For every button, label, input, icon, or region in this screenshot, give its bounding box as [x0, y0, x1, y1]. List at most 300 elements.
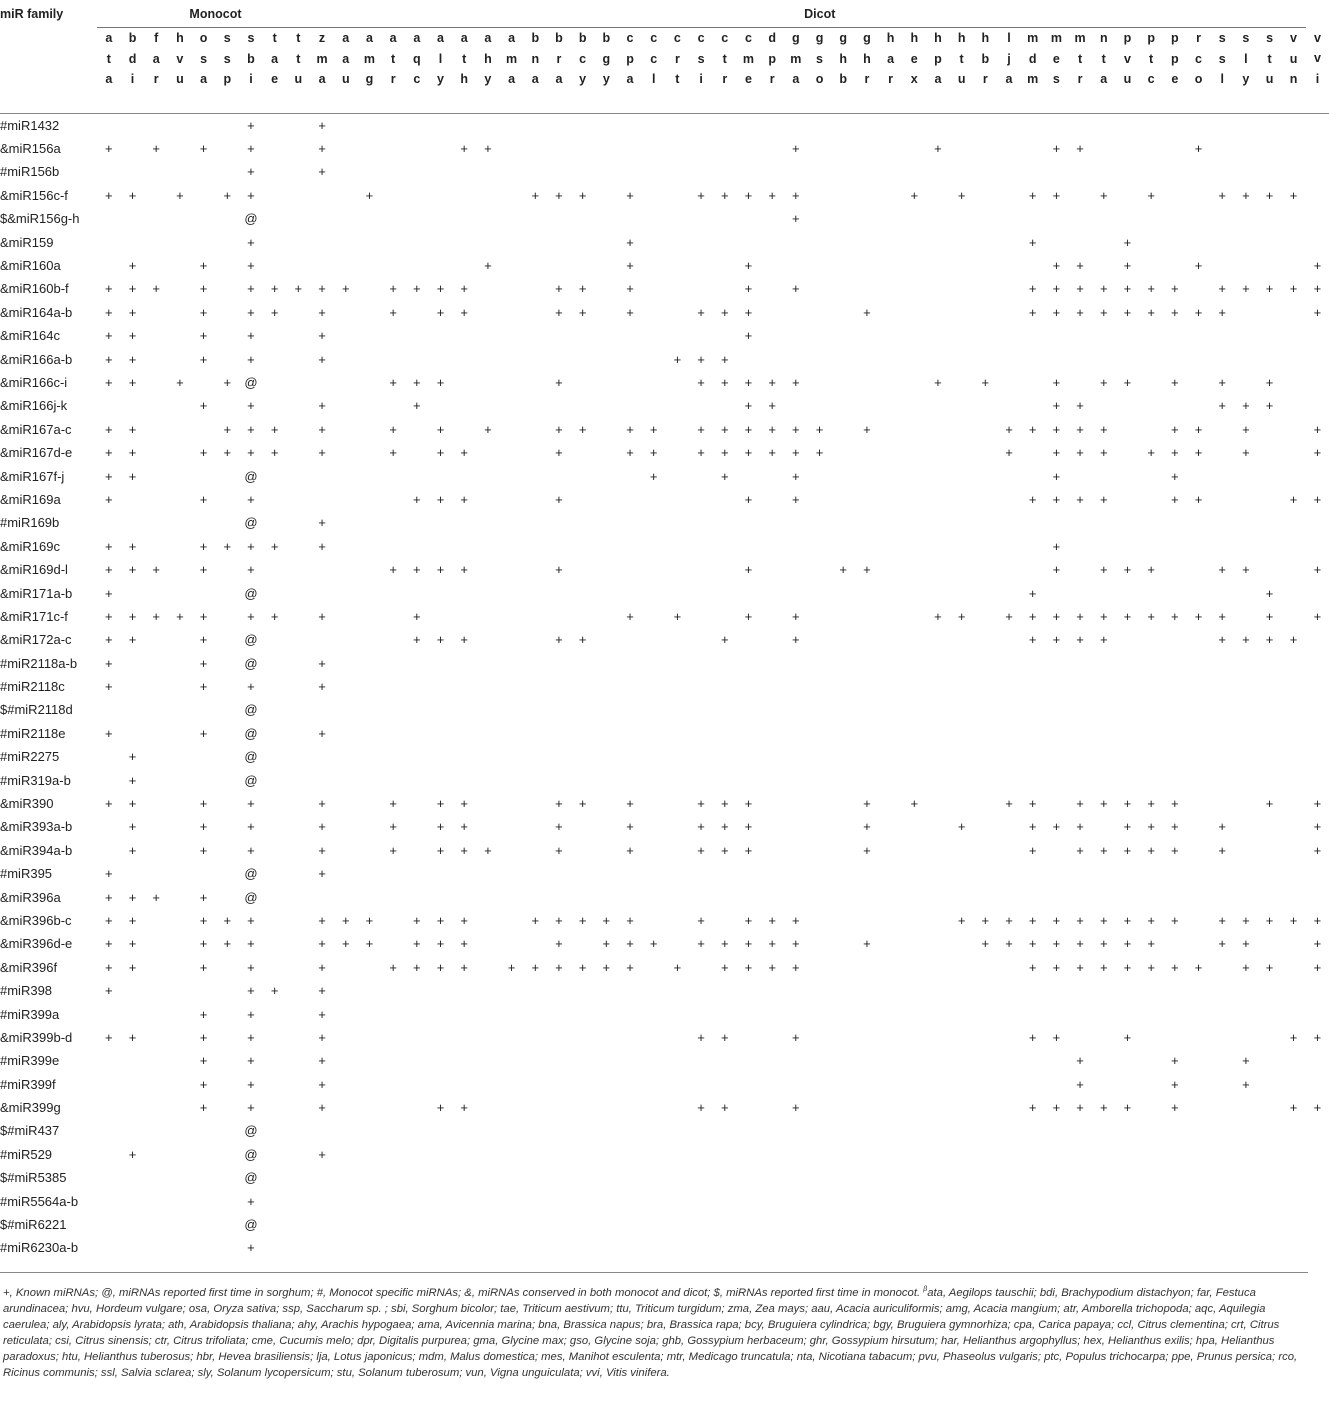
empty-cell — [855, 254, 879, 277]
presence-mark: + — [105, 538, 113, 554]
empty-cell — [879, 160, 903, 183]
presence-mark: + — [578, 912, 587, 928]
empty-cell — [192, 371, 216, 394]
empty-cell — [855, 722, 879, 745]
empty-cell — [713, 1213, 737, 1236]
presence-mark: + — [341, 936, 350, 952]
empty-cell — [500, 324, 524, 347]
empty-cell — [1210, 1073, 1234, 1096]
empty-cell — [926, 301, 950, 324]
species-header-letter: n — [1099, 31, 1108, 45]
empty-cell — [902, 1096, 926, 1119]
empty-cell — [452, 230, 476, 253]
empty-cell — [500, 1026, 524, 1049]
table-row — [0, 394, 1329, 417]
empty-cell — [287, 1236, 311, 1259]
presence-mark: + — [1289, 1029, 1298, 1045]
empty-cell — [926, 979, 950, 1002]
empty-cell — [666, 815, 690, 838]
presence-mark: + — [720, 1029, 729, 1045]
empty-cell — [642, 1119, 666, 1142]
empty-cell — [523, 698, 547, 721]
empty-cell — [192, 207, 216, 230]
empty-cell — [1092, 1049, 1116, 1072]
empty-cell — [1045, 581, 1069, 604]
species-header-letter: c — [697, 31, 705, 45]
presence-mark: + — [460, 819, 468, 835]
empty-cell — [760, 1119, 784, 1142]
empty-cell — [1258, 254, 1282, 277]
presence-mark: + — [436, 421, 445, 437]
empty-cell — [1210, 956, 1234, 979]
empty-cell — [1092, 1119, 1116, 1142]
species-header-letter: c — [650, 51, 658, 66]
empty-cell — [381, 1189, 405, 1212]
species-header-letter: i — [130, 72, 135, 86]
presence-mark: + — [720, 374, 729, 390]
empty-cell — [358, 1166, 382, 1189]
empty-cell — [405, 581, 429, 604]
empty-cell — [855, 1166, 879, 1189]
empty-cell — [808, 792, 832, 815]
empty-cell — [476, 558, 500, 581]
presence-mark: + — [1076, 491, 1084, 507]
empty-cell — [1045, 1213, 1069, 1236]
presence-mark: + — [1218, 632, 1226, 648]
presence-mark: @ — [244, 1217, 258, 1233]
presence-mark: + — [318, 1146, 326, 1162]
empty-cell — [1021, 675, 1045, 698]
empty-cell — [1045, 160, 1069, 183]
empty-cell — [500, 347, 524, 370]
empty-cell — [476, 1119, 500, 1142]
empty-cell — [855, 488, 879, 511]
empty-cell — [571, 558, 595, 581]
empty-cell — [1281, 862, 1305, 885]
empty-cell — [973, 394, 997, 417]
empty-cell — [1068, 160, 1092, 183]
empty-cell — [1234, 651, 1258, 674]
empty-cell — [334, 1096, 358, 1119]
species-header-letter: a — [105, 72, 113, 86]
empty-cell — [831, 207, 855, 230]
species-header-letter: a — [555, 72, 563, 86]
empty-cell — [381, 628, 405, 651]
presence-mark: + — [199, 1006, 208, 1022]
empty-cell — [950, 230, 974, 253]
empty-cell — [571, 1143, 595, 1166]
empty-cell — [666, 909, 690, 932]
species-header-letter: h — [460, 72, 469, 86]
empty-cell — [950, 1026, 974, 1049]
presence-mark: + — [626, 796, 634, 812]
empty-cell — [476, 207, 500, 230]
empty-cell — [97, 114, 121, 137]
empty-cell — [666, 137, 690, 160]
species-header-dpr — [760, 28, 784, 114]
empty-cell — [144, 1213, 168, 1236]
species-header-ctr — [713, 28, 737, 114]
presence-mark: + — [389, 959, 397, 975]
species-header-letter: b — [247, 51, 255, 66]
empty-cell — [808, 1002, 832, 1025]
mir-family-name: #miR529 — [0, 1146, 53, 1162]
empty-cell — [1139, 628, 1163, 651]
empty-cell — [1258, 324, 1282, 347]
empty-cell — [144, 160, 168, 183]
mir-family-name: #miR399e — [0, 1053, 60, 1069]
empty-cell — [1092, 347, 1116, 370]
empty-cell — [358, 1049, 382, 1072]
empty-cell — [808, 535, 832, 558]
presence-mark: + — [1194, 608, 1203, 624]
mir-family-name: #miR398 — [0, 983, 53, 999]
presence-mark: + — [1123, 819, 1132, 835]
empty-cell — [215, 581, 239, 604]
empty-cell — [358, 230, 382, 253]
presence-mark: + — [389, 819, 397, 835]
presence-mark: + — [744, 842, 753, 858]
empty-cell — [831, 488, 855, 511]
empty-cell — [500, 698, 524, 721]
empty-cell — [334, 628, 358, 651]
presence-mark: + — [318, 304, 326, 320]
empty-cell — [1116, 722, 1140, 745]
presence-mark: + — [1218, 398, 1226, 414]
empty-cell — [831, 745, 855, 768]
table-row — [0, 979, 1329, 1002]
empty-cell — [287, 371, 311, 394]
empty-cell — [666, 1189, 690, 1212]
mir-family-name: &miR169c — [0, 538, 60, 554]
presence-mark: + — [1313, 258, 1322, 274]
presence-mark: + — [105, 725, 113, 741]
empty-cell — [571, 1049, 595, 1072]
species-header-letter: h — [957, 31, 966, 45]
presence-mark: + — [223, 374, 232, 390]
empty-cell — [902, 1213, 926, 1236]
presence-mark: + — [697, 421, 705, 437]
empty-cell — [926, 1166, 950, 1189]
presence-mark: + — [1076, 141, 1084, 157]
empty-cell — [1306, 371, 1329, 394]
empty-cell — [287, 114, 311, 137]
presence-mark: + — [1099, 281, 1108, 297]
presence-mark: + — [199, 1076, 208, 1092]
empty-cell — [1234, 1002, 1258, 1025]
empty-cell — [1258, 511, 1282, 534]
presence-mark: + — [1099, 304, 1108, 320]
empty-cell — [879, 230, 903, 253]
empty-cell — [737, 160, 761, 183]
empty-cell — [1306, 675, 1329, 698]
presence-mark: + — [247, 234, 255, 250]
empty-cell — [1021, 254, 1045, 277]
empty-cell — [666, 1026, 690, 1049]
empty-cell — [192, 511, 216, 534]
species-header-ssl — [1210, 28, 1234, 114]
species-header-letter: s — [1242, 31, 1250, 45]
presence-mark: + — [105, 655, 113, 671]
empty-cell — [1210, 885, 1234, 908]
empty-cell — [1187, 114, 1211, 137]
species-header-letter: u — [1265, 72, 1274, 86]
empty-cell — [144, 511, 168, 534]
empty-cell — [1163, 1026, 1187, 1049]
empty-cell — [121, 1189, 145, 1212]
empty-cell — [287, 137, 311, 160]
presence-mark: + — [199, 1029, 208, 1045]
presence-mark: + — [436, 304, 445, 320]
presence-mark: + — [1028, 959, 1037, 975]
empty-cell — [879, 885, 903, 908]
empty-cell — [1092, 862, 1116, 885]
empty-cell — [618, 1073, 642, 1096]
species-header-letter: v — [176, 51, 184, 66]
empty-cell — [1306, 698, 1329, 721]
empty-cell — [618, 745, 642, 768]
presence-mark: @ — [244, 374, 258, 390]
presence-mark: + — [1052, 491, 1061, 507]
presence-mark: + — [1005, 445, 1013, 461]
empty-cell — [902, 885, 926, 908]
species-header-letter: m — [742, 51, 755, 66]
table-row — [0, 1096, 1329, 1119]
empty-cell — [926, 230, 950, 253]
empty-cell — [666, 511, 690, 534]
empty-cell — [476, 184, 500, 207]
presence-mark: + — [413, 562, 421, 578]
presence-mark: + — [318, 538, 326, 554]
empty-cell — [618, 1143, 642, 1166]
empty-cell — [1139, 535, 1163, 558]
empty-cell — [594, 1189, 618, 1212]
empty-cell — [358, 114, 382, 137]
presence-mark: + — [1005, 912, 1013, 928]
empty-cell — [1045, 745, 1069, 768]
empty-cell — [855, 768, 879, 791]
empty-cell — [168, 651, 192, 674]
empty-cell — [689, 628, 713, 651]
species-header-atr — [381, 28, 405, 114]
species-header-letter: m — [363, 51, 376, 66]
empty-cell — [144, 184, 168, 207]
presence-mark: + — [720, 1100, 729, 1116]
empty-cell — [287, 535, 311, 558]
empty-cell — [1163, 979, 1187, 1002]
empty-cell — [215, 160, 239, 183]
empty-cell — [950, 160, 974, 183]
empty-cell — [452, 511, 476, 534]
species-header-letter: c — [1195, 51, 1202, 66]
empty-cell — [973, 581, 997, 604]
presence-mark: + — [436, 281, 445, 297]
presence-mark: + — [318, 796, 326, 812]
presence-mark: + — [1289, 187, 1298, 203]
presence-mark: + — [1028, 842, 1037, 858]
empty-cell — [358, 956, 382, 979]
presence-mark: + — [247, 608, 255, 624]
empty-cell — [571, 1026, 595, 1049]
empty-cell — [997, 511, 1021, 534]
empty-cell — [879, 628, 903, 651]
empty-cell — [1258, 1049, 1282, 1072]
empty-cell — [879, 956, 903, 979]
species-header-letter: s — [1218, 31, 1226, 45]
species-header-letter: y — [579, 72, 587, 86]
empty-cell — [808, 722, 832, 745]
empty-cell — [97, 230, 121, 253]
empty-cell — [263, 558, 287, 581]
species-header-letter: t — [1101, 51, 1106, 66]
empty-cell — [737, 114, 761, 137]
empty-cell — [997, 535, 1021, 558]
empty-cell — [1187, 324, 1211, 347]
empty-cell — [642, 885, 666, 908]
empty-cell — [381, 394, 405, 417]
empty-cell — [760, 605, 784, 628]
empty-cell — [1045, 1189, 1069, 1212]
presence-mark: + — [863, 842, 871, 858]
empty-cell — [571, 698, 595, 721]
presence-mark: + — [1171, 842, 1179, 858]
species-header-pvu — [1116, 28, 1140, 114]
empty-cell — [1021, 371, 1045, 394]
presence-mark: + — [555, 374, 563, 390]
empty-cell — [594, 207, 618, 230]
presence-mark: + — [697, 819, 705, 835]
presence-mark: + — [626, 421, 634, 437]
empty-cell — [689, 1189, 713, 1212]
empty-cell — [405, 1189, 429, 1212]
empty-cell — [808, 324, 832, 347]
empty-cell — [973, 1049, 997, 1072]
empty-cell — [666, 1143, 690, 1166]
empty-cell — [476, 1026, 500, 1049]
empty-cell — [1258, 745, 1282, 768]
empty-cell — [1258, 651, 1282, 674]
presence-mark: + — [1052, 374, 1061, 390]
empty-cell — [144, 464, 168, 487]
empty-cell — [263, 698, 287, 721]
empty-cell — [144, 347, 168, 370]
empty-cell — [1021, 1189, 1045, 1212]
empty-cell — [594, 230, 618, 253]
empty-cell — [1187, 745, 1211, 768]
presence-mark: + — [199, 562, 208, 578]
empty-cell — [405, 418, 429, 441]
presence-mark: + — [602, 912, 611, 928]
empty-cell — [926, 651, 950, 674]
empty-cell — [997, 675, 1021, 698]
empty-cell — [429, 722, 453, 745]
empty-cell — [973, 137, 997, 160]
empty-cell — [926, 1119, 950, 1142]
empty-cell — [594, 792, 618, 815]
empty-cell — [1116, 1189, 1140, 1212]
mir-family-name: #miR1432 — [0, 117, 60, 133]
empty-cell — [594, 441, 618, 464]
empty-cell — [1281, 160, 1305, 183]
presence-mark: + — [1242, 445, 1250, 461]
empty-cell — [926, 1213, 950, 1236]
empty-cell — [926, 581, 950, 604]
species-header-letter: s — [223, 31, 231, 45]
empty-cell — [192, 862, 216, 885]
empty-cell — [831, 418, 855, 441]
empty-cell — [523, 1143, 547, 1166]
empty-cell — [713, 909, 737, 932]
empty-cell — [997, 628, 1021, 651]
empty-cell — [1187, 1143, 1211, 1166]
empty-cell — [571, 394, 595, 417]
presence-mark: + — [1028, 912, 1037, 928]
presence-mark: + — [744, 281, 753, 297]
empty-cell — [642, 301, 666, 324]
empty-cell — [1163, 1166, 1187, 1189]
empty-cell — [1092, 768, 1116, 791]
empty-cell — [831, 839, 855, 862]
empty-cell — [808, 1119, 832, 1142]
presence-mark: + — [1099, 374, 1108, 390]
empty-cell — [287, 862, 311, 885]
empty-cell — [144, 932, 168, 955]
presence-mark: + — [223, 445, 232, 461]
empty-cell — [144, 768, 168, 791]
empty-cell — [334, 464, 358, 487]
empty-cell — [358, 979, 382, 1002]
empty-cell — [950, 885, 974, 908]
empty-cell — [1116, 1049, 1140, 1072]
empty-cell — [997, 1073, 1021, 1096]
presence-mark: + — [105, 562, 113, 578]
mir-family-name: &miR156c-f — [0, 187, 68, 203]
empty-cell — [381, 1119, 405, 1142]
empty-cell — [950, 418, 974, 441]
empty-cell — [666, 558, 690, 581]
empty-cell — [760, 698, 784, 721]
empty-cell — [1281, 1143, 1305, 1166]
empty-cell — [1210, 1026, 1234, 1049]
species-header-letter: g — [863, 31, 871, 45]
empty-cell — [666, 628, 690, 651]
empty-cell — [476, 347, 500, 370]
presence-mark: + — [318, 679, 326, 695]
presence-mark: + — [389, 842, 397, 858]
presence-mark: + — [247, 1029, 255, 1045]
species-header-ghr — [855, 28, 879, 114]
presence-mark: + — [1076, 842, 1084, 858]
empty-cell — [855, 277, 879, 300]
presence-mark: + — [247, 959, 255, 975]
mir-family-name: $#miR437 — [0, 1123, 60, 1139]
empty-cell — [1281, 979, 1305, 1002]
species-header-vvi — [1306, 28, 1329, 114]
presence-mark: + — [128, 281, 137, 297]
empty-cell — [879, 347, 903, 370]
presence-mark: + — [247, 562, 255, 578]
presence-mark: + — [128, 304, 137, 320]
empty-cell — [1306, 722, 1329, 745]
presence-mark: + — [863, 562, 871, 578]
empty-cell — [192, 768, 216, 791]
empty-cell — [879, 254, 903, 277]
presence-mark: + — [555, 842, 563, 858]
empty-cell — [287, 979, 311, 1002]
empty-cell — [808, 839, 832, 862]
empty-cell — [950, 1189, 974, 1212]
empty-cell — [1210, 1143, 1234, 1166]
